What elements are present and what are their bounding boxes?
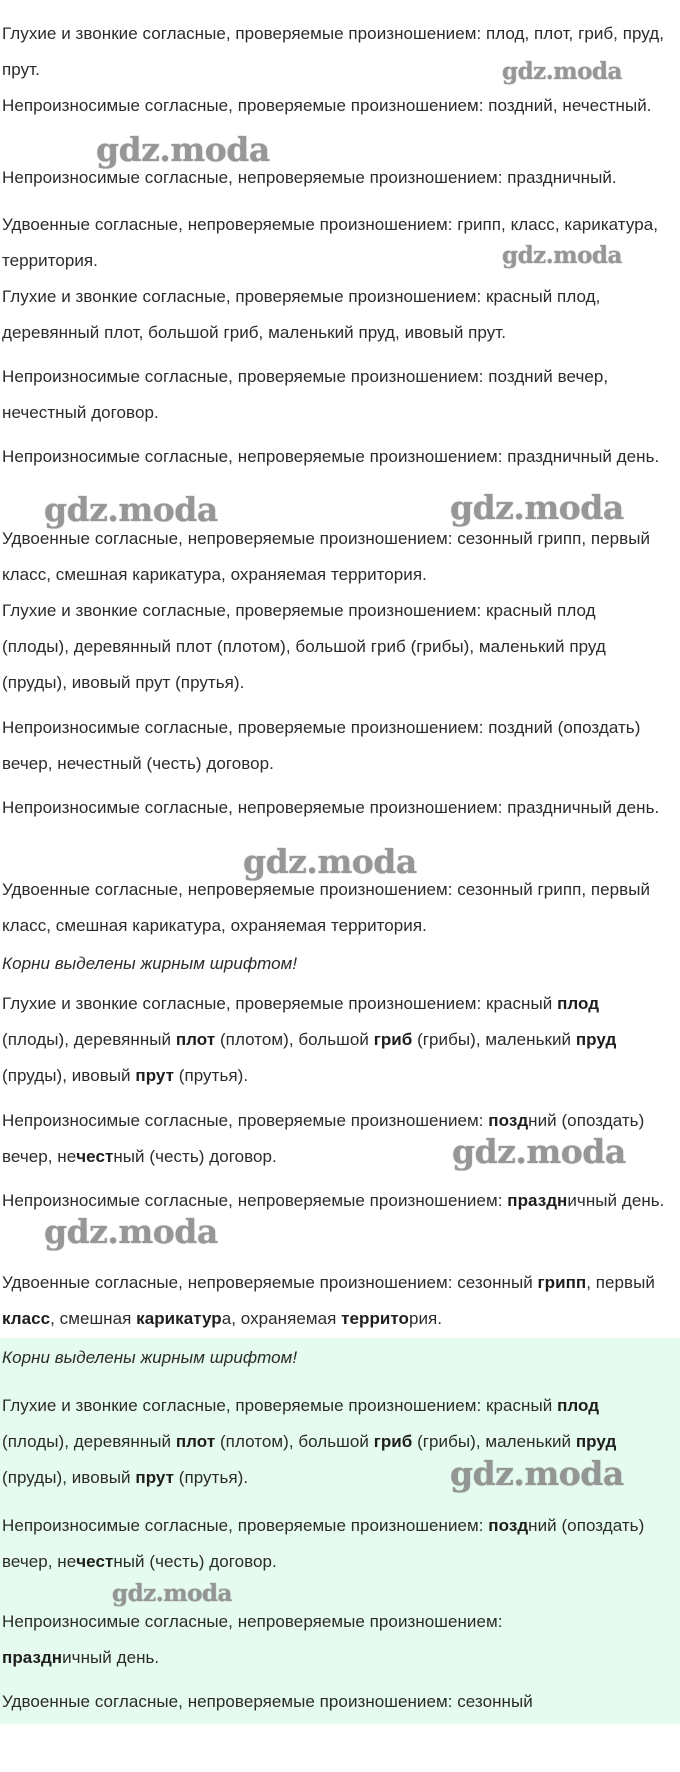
paragraph-9: Глухие и звонкие согласные, проверяемые произношением: красный плод (плоды), деревянный плот (плотом), большой гриб (грибы), маленький пруд (пруды), ивовый прут (прутья). (2, 601, 606, 692)
root-bold: плот (175, 1432, 216, 1451)
paragraph-11: Непроизносимые согласные, непроверяемые произношением: праздничный день. (2, 798, 660, 817)
roots-note-2: Корни выделены жирным шрифтом! (2, 1348, 298, 1367)
watermark-logo: gdz.moda (96, 130, 270, 169)
root-bold: класс (2, 1309, 51, 1328)
watermark-logo: gdz.moda (112, 1580, 232, 1607)
paragraph-1: Глухие и звонкие согласные, проверяемые произношением: плод, плот, гриб, пруд, прут. (2, 24, 665, 79)
root-bold: пруд (575, 1432, 617, 1451)
paragraph-5: Глухие и звонкие согласные, проверяемые произношением: красный плод, деревянный плот, большой гриб, маленький пруд, ивовый прут. (2, 287, 601, 342)
paragraph-6: Непроизносимые согласные, проверяемые произношением: поздний вечер, нечестный договор. (2, 367, 609, 422)
root-bold: чест (76, 1552, 114, 1571)
paragraph-7: Непроизносимые согласные, непроверяемые произношением: праздничный день. (2, 447, 660, 466)
paragraph-4: Удвоенные согласные, непроверяемые произношением: грипп, класс, карикатура, территория. (2, 215, 658, 270)
root-bold: чест (76, 1147, 114, 1166)
root-bold: праздн (507, 1191, 568, 1210)
root-bold: гриб (373, 1030, 413, 1049)
root-bold: грипп (537, 1273, 587, 1292)
root-bold: плот (175, 1030, 216, 1049)
root-bold: позд (488, 1111, 529, 1130)
root-bold: прут (135, 1468, 174, 1487)
paragraph-2: Непроизносимые согласные, проверяемые произношением: поздний, нечестный. (2, 96, 652, 115)
root-bold: праздн (2, 1648, 63, 1667)
rich2-paragraph-1: Глухие и звонкие согласные, проверяемые произношением: красный плод (плоды), деревянный плот (плотом), большой гриб (грибы), маленький пруд (пруды), ивовый прут (прутья). (2, 1396, 617, 1487)
watermark-logo: gdz.moda (44, 490, 218, 529)
rich-paragraph-4: Удвоенные согласные, непроверяемые произношением: сезонный грипп, первый класс, смешная карикатура, охраняемая территория. (2, 1273, 655, 1328)
watermark-logo: gdz.moda (452, 1132, 626, 1171)
paragraph-3: Непроизносимые согласные, непроверяемые произношением: праздничный. (2, 168, 617, 187)
paragraph-10: Непроизносимые согласные, проверяемые произношением: поздний (опоздать) вечер, нечестный (честь) договор. (2, 718, 641, 773)
paragraph-8: Удвоенные согласные, непроверяемые произношением: сезонный грипп, первый класс, смешная карикатура, охраняемая территория. (2, 529, 651, 584)
rich-paragraph-2: Непроизносимые согласные, проверяемые произношением: поздний (опоздать) вечер, нечестный (честь) договор. (2, 1111, 645, 1166)
watermark-logo: gdz.moda (502, 58, 622, 85)
watermark-logo: gdz.moda (450, 1454, 624, 1493)
rich2-paragraph-2: Непроизносимые согласные, проверяемые произношением: поздний (опоздать) вечер, нечестный (честь) договор. (2, 1516, 645, 1571)
root-bold: пруд (575, 1030, 617, 1049)
roots-note: Корни выделены жирным шрифтом! (2, 954, 298, 973)
rich-paragraph-1: Глухие и звонкие согласные, проверяемые произношением: красный плод (плоды), деревянный плот (плотом), большой гриб (грибы), маленький пруд (пруды), ивовый прут (прутья). (2, 994, 617, 1085)
root-bold: карикатур (136, 1309, 222, 1328)
rich-paragraph-3: Непроизносимые согласные, непроверяемые произношением: праздничный день. (2, 1191, 665, 1210)
watermark-logo: gdz.moda (450, 488, 624, 527)
rich2-paragraph-4: Удвоенные согласные, непроверяемые произношением: сезонный (2, 1692, 533, 1711)
root-bold: гриб (373, 1432, 413, 1451)
root-bold: террито (341, 1309, 409, 1328)
root-bold: плод (557, 1396, 600, 1415)
paragraph-12: Удвоенные согласные, непроверяемые произношением: сезонный грипп, первый класс, смешная карикатура, охраняемая территория. (2, 880, 651, 935)
watermark-logo: gdz.moda (502, 242, 622, 269)
watermark-logo: gdz.moda (243, 842, 417, 881)
root-bold: позд (488, 1516, 529, 1535)
watermark-logo: gdz.moda (44, 1212, 218, 1251)
root-bold: прут (135, 1066, 174, 1085)
rich2-paragraph-3: Непроизносимые согласные, непроверяемые произношением: праздничный день. (2, 1612, 503, 1667)
root-bold: плод (557, 994, 600, 1013)
